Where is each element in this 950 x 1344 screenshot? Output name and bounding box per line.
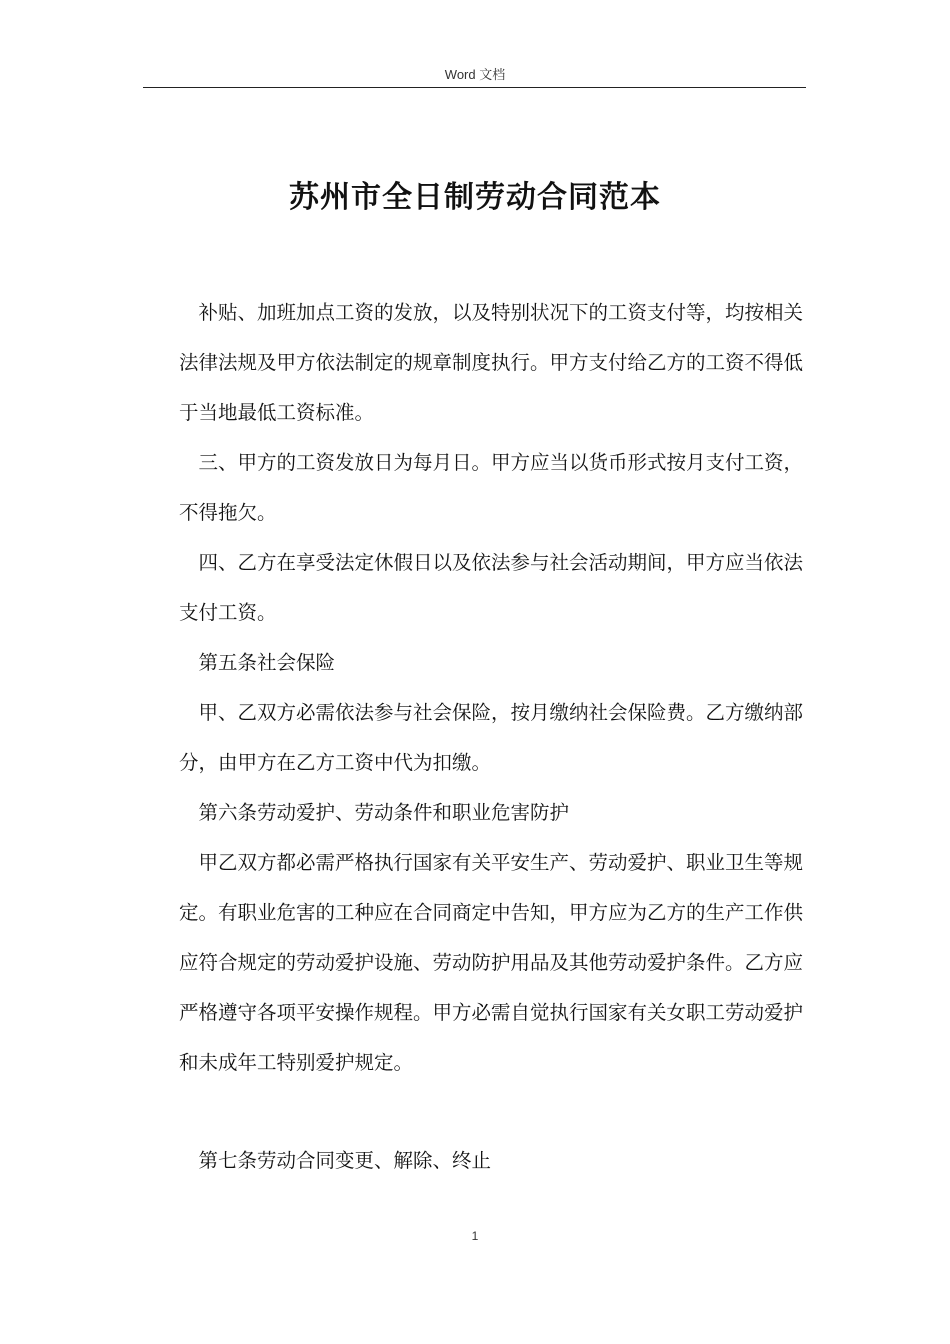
section-heading-labor-protection: 第六条劳动爱护、劳动条件和职业危害防护 — [198, 801, 570, 824]
document-title: 苏州市全日制劳动合同范本 — [289, 180, 661, 216]
document-body — [179, 288, 803, 1186]
section-heading-contract-changes: 第七条劳动合同变更、解除、终止 — [198, 1149, 492, 1172]
paragraph-wage-payment: 补贴、加班加点工资的发放，以及特别状况下的工资支付等，均按相关法律法规及甲方依法制定的规章制度执行。甲方支付给乙方的工资不得低于当地最低工资标准。 — [179, 301, 804, 424]
header-label: Word 文档 — [444, 67, 506, 82]
paragraph-labor-protection: 甲乙双方都必需严格执行国家有关平安生产、劳动爱护、职业卫生等规定。有职业危害的工种应在合同商定中告知，甲方应为乙方的生产工作供应符合规定的劳动爱护设施、劳动防护用品及其他劳动爱护条件。乙方应严格遵守各项平安操作规程。甲方必需自觉执行国家有关女职工劳动爱护和未成年工特别爱护规定。 — [179, 851, 804, 1074]
paragraph-holiday-pay: 四、乙方在享受法定休假日以及依法参与社会活动期间，甲方应当依法支付工资。 — [179, 551, 804, 624]
section-heading-social-insurance: 第五条社会保险 — [198, 651, 336, 674]
paragraph-social-insurance: 甲、乙双方必需依法参与社会保险，按月缴纳社会保险费。乙方缴纳部分，由甲方在乙方工资中代为扣缴。 — [179, 701, 804, 774]
header-divider — [143, 87, 806, 88]
paragraph-pay-day: 三、甲方的工资发放日为每月日。甲方应当以货币形式按月支付工资，不得拖欠。 — [179, 451, 804, 524]
page-number: 1 — [471, 1229, 479, 1243]
